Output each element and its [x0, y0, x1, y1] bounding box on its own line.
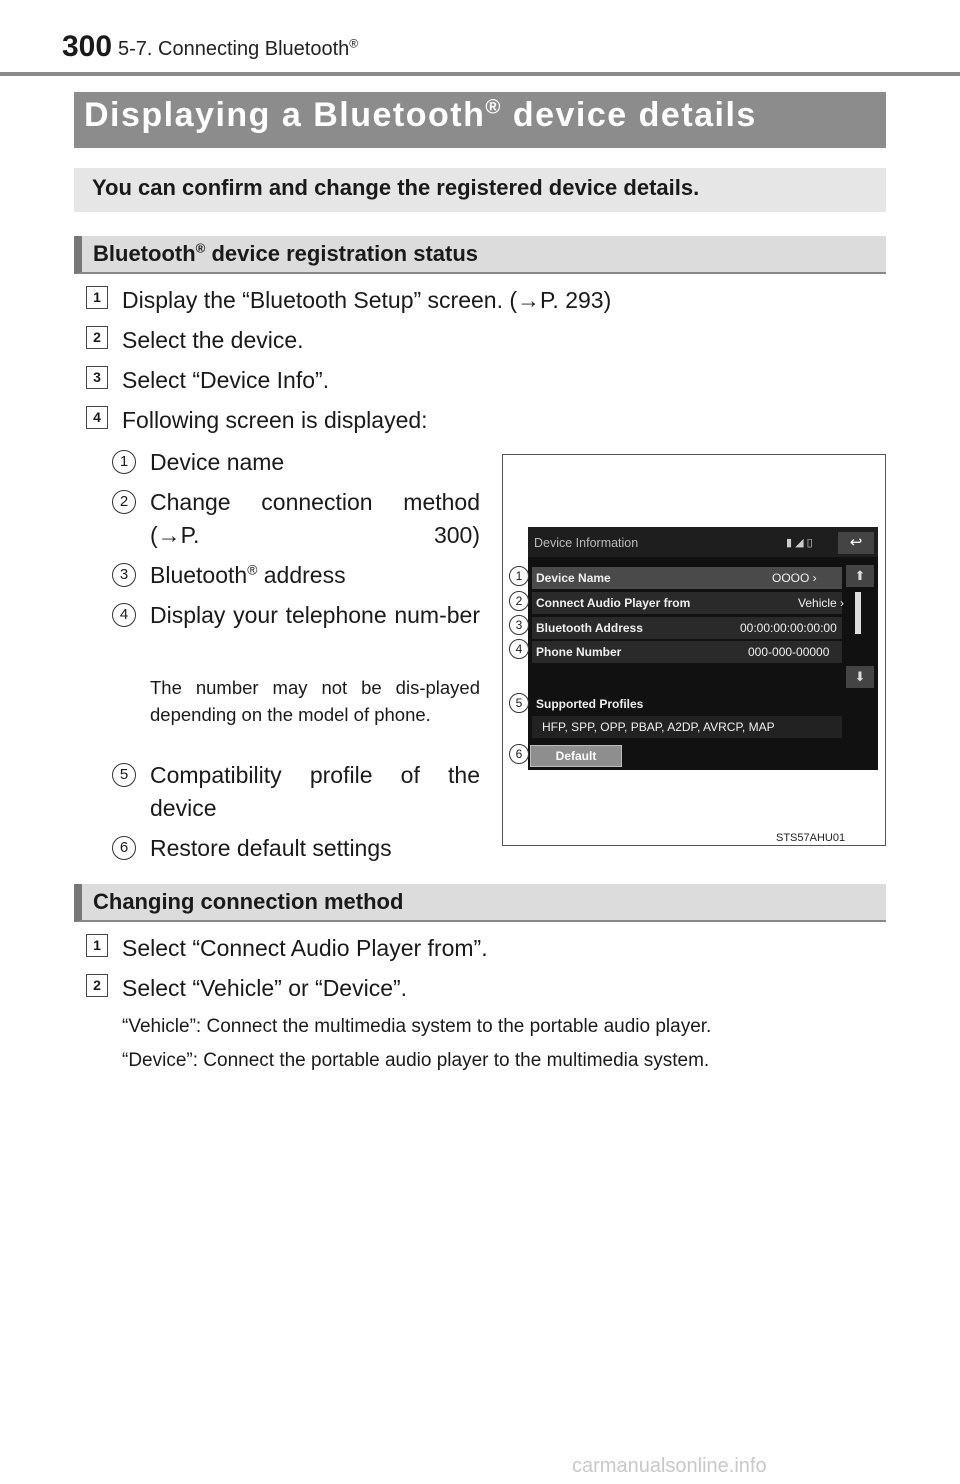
figure-callout: 6	[509, 744, 529, 764]
figure-callout: 3	[509, 615, 529, 635]
figure-callout: 1	[509, 566, 529, 586]
note-text: “Device”: Connect the portable audio player to the multimedia system.	[122, 1050, 710, 1071]
step-number: 1	[86, 934, 108, 957]
list-item: Change connection method (→P. 300)	[150, 489, 480, 548]
figure-callout: 2	[509, 591, 529, 611]
row-value: Vehicle ›	[798, 596, 845, 610]
row-label: Bluetooth Address	[536, 621, 643, 635]
step-number: 2	[86, 974, 108, 997]
screen-title: Device Information	[534, 536, 639, 550]
scrollbar-thumb[interactable]	[855, 592, 861, 634]
figure-callout: 4	[509, 639, 529, 659]
item-note: The number may not be dis-played depending on the model of phone.	[150, 677, 480, 725]
row-label: Connect Audio Player from	[536, 596, 691, 610]
watermark: carmanualsonline.info	[572, 1455, 767, 1477]
status-icons: ▮ ◢ ▯	[786, 537, 813, 549]
item-text: Bluetooth	[150, 562, 248, 588]
callout-number: 1	[112, 450, 136, 474]
step-text: Display the “Bluetooth Setup” screen. (→P. 293)	[122, 287, 612, 313]
figure-code: STS57AHU01	[776, 832, 846, 844]
step-text: Select “Connect Audio Player from”.	[122, 935, 488, 961]
callout-number: 4	[112, 603, 136, 627]
list-item: Display your telephone num-ber	[150, 602, 480, 628]
callout-number: 6	[112, 836, 136, 860]
section-heading-text	[93, 241, 478, 267]
row-label: Phone Number	[536, 645, 622, 659]
callout-number: 2	[112, 490, 136, 514]
note-text: “Vehicle”: Connect the multimedia system to the portable audio player.	[122, 1016, 712, 1037]
step-number: 3	[86, 366, 108, 389]
list-item: Device name	[150, 449, 285, 475]
scroll-down-icon[interactable]: ⬇	[846, 666, 874, 688]
chapter-text: 5-7. Connecting Bluetooth	[118, 38, 350, 60]
title-text: Displaying a Bluetooth	[84, 96, 486, 134]
step-number: 1	[86, 286, 108, 309]
page-number: 300	[62, 30, 113, 63]
supported-profiles-label: Supported Profiles	[536, 697, 644, 711]
list-item	[150, 559, 480, 592]
intro-text: You can confirm and change the registered device details.	[92, 175, 700, 200]
header-rule	[0, 72, 960, 76]
section-heading-text: Changing connection method	[93, 889, 404, 914]
list-item: Restore default settings	[150, 835, 392, 861]
item-suffix: address	[257, 562, 346, 588]
row-value: 00:00:00:00:00:00	[740, 621, 837, 635]
item-registered-mark: ®	[247, 562, 258, 578]
page-title	[84, 96, 757, 135]
section-heading-reg: ®	[195, 240, 206, 256]
back-icon[interactable]: ↩	[838, 532, 874, 554]
scroll-up-icon[interactable]: ⬆	[846, 565, 874, 587]
section-heading-suffix: device registration status	[205, 241, 479, 266]
row-value: OOOO ›	[772, 571, 817, 585]
figure-callout: 5	[509, 693, 529, 713]
section-heading-main: Bluetooth	[93, 241, 196, 266]
step-number: 2	[86, 326, 108, 349]
step-text: Following screen is displayed:	[122, 407, 428, 433]
row-label: Device Name	[536, 571, 611, 585]
title-suffix: device details	[501, 96, 757, 134]
profiles-list: HFP, SPP, OPP, PBAP, A2DP, AVRCP, MAP	[542, 720, 775, 734]
default-button[interactable]: Default	[530, 745, 622, 767]
chapter-heading	[118, 38, 358, 61]
step-number: 4	[86, 406, 108, 429]
callout-number: 5	[112, 763, 136, 787]
title-registered-mark: ®	[485, 96, 502, 119]
step-text: Select “Device Info”.	[122, 367, 330, 393]
step-text: Select the device.	[122, 327, 304, 353]
callout-number: 3	[112, 563, 136, 587]
step-text: Select “Vehicle” or “Device”.	[122, 975, 408, 1001]
row-value: 000-000-00000	[748, 645, 830, 659]
registered-mark: ®	[349, 36, 359, 51]
list-item: Compatibility profile of the device	[150, 762, 480, 821]
